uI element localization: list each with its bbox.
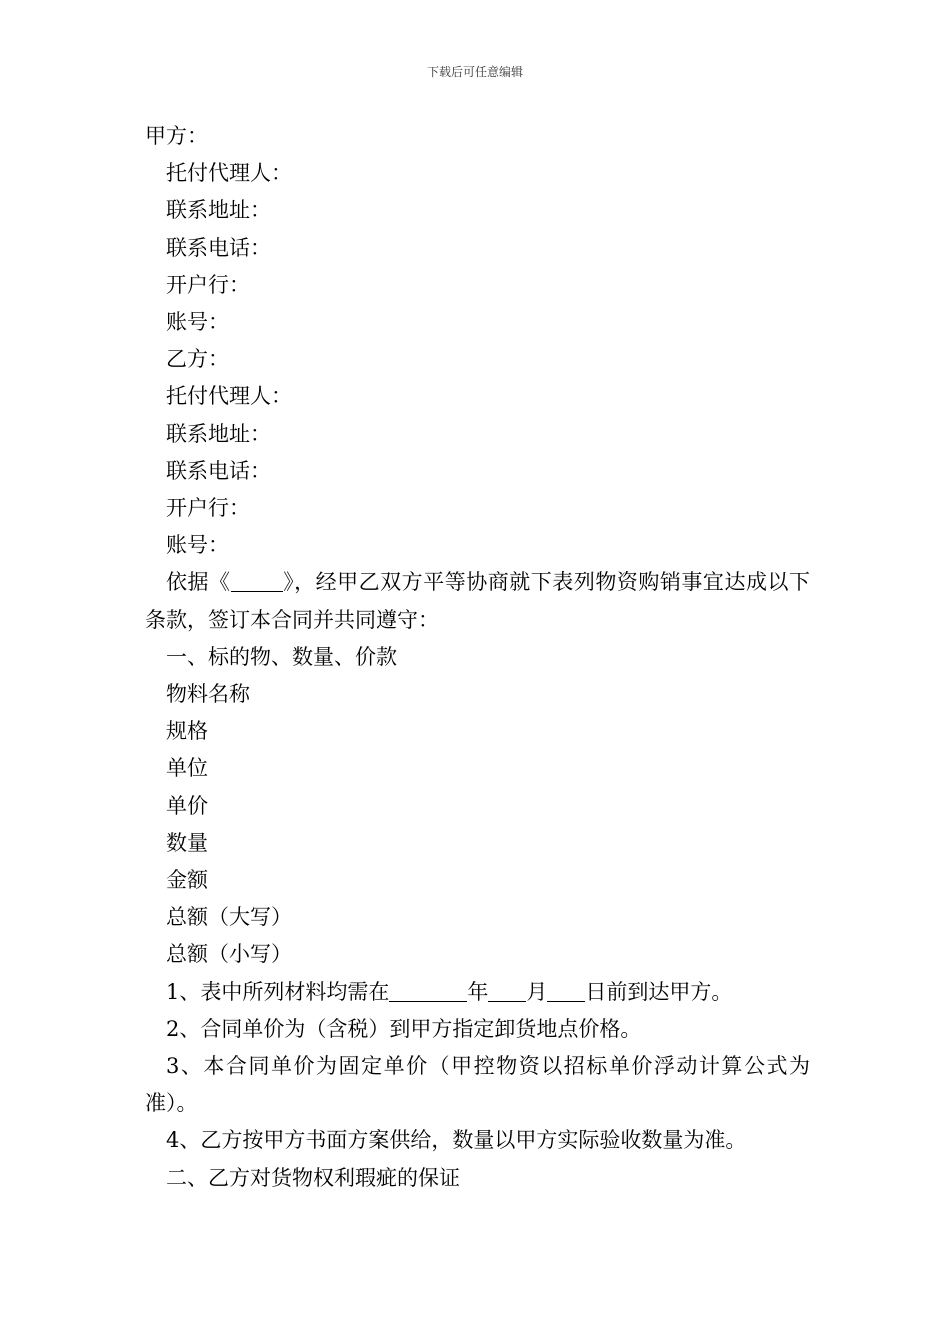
page-header-note: 下载后可任意编辑 [426,65,523,79]
clause-1-text-b: 年 [467,979,489,1004]
party-a-phone: 联系电话： [166,235,271,260]
field-amount: 金额 [166,868,208,893]
party-b-bank: 开户行： [166,496,250,521]
clause-2: 2、合同单价为（含税）到甲方指定卸货地点价格。 [166,1016,642,1041]
field-quantity: 数量 [166,830,208,855]
preamble-text-2: 》，经甲乙双方平等协商就下表列物资购销事宜达成以下条款，签订本合同并共同遵守： [145,570,811,632]
party-a-account: 账号： [166,310,229,335]
party-b-address: 联系地址： [166,421,271,446]
clause-1-text-c: 月 [526,979,548,1004]
basis-blank [231,569,283,592]
party-b-agent: 托付代理人： [166,384,292,409]
clause-1-text-a: 1、表中所列材料均需在 [166,979,390,1004]
clause-4: 4、乙方按甲方书面方案供给，数量以甲方实际验收数量为准。 [166,1128,747,1153]
section2-title: 二、乙方对货物权利瑕疵的保证 [166,1165,460,1190]
section1-title: 一、标的物、数量、价款 [166,644,397,669]
party-a-bank: 开户行： [166,272,250,297]
field-unit: 单位 [166,756,208,781]
month-blank [488,979,526,1002]
party-b-label: 乙方： [166,347,229,372]
preamble-paragraph [145,564,810,638]
clause-1 [145,974,810,1011]
clause-3: 3、本合同单价为固定单价（甲控物资以招标单价浮动计算公式为准）。 [145,1054,810,1116]
field-material-name: 物料名称 [166,682,250,707]
party-b-phone: 联系电话： [166,458,271,483]
field-total-lower: 总额（小写） [166,942,292,967]
party-a-label: 甲方： [145,124,208,148]
party-a-agent: 托付代理人： [166,161,292,186]
contract-body [145,118,810,1197]
field-unit-price: 单价 [166,793,208,818]
field-total-upper: 总额（大写） [166,905,292,930]
year-blank [389,979,467,1002]
clause-1-text-d: 日前到达甲方。 [585,979,733,1004]
day-blank [547,979,585,1002]
preamble-text-1: 依据《 [166,570,231,595]
party-a-address: 联系地址： [166,198,271,223]
party-b-account: 账号： [166,533,229,558]
field-spec: 规格 [166,719,208,744]
